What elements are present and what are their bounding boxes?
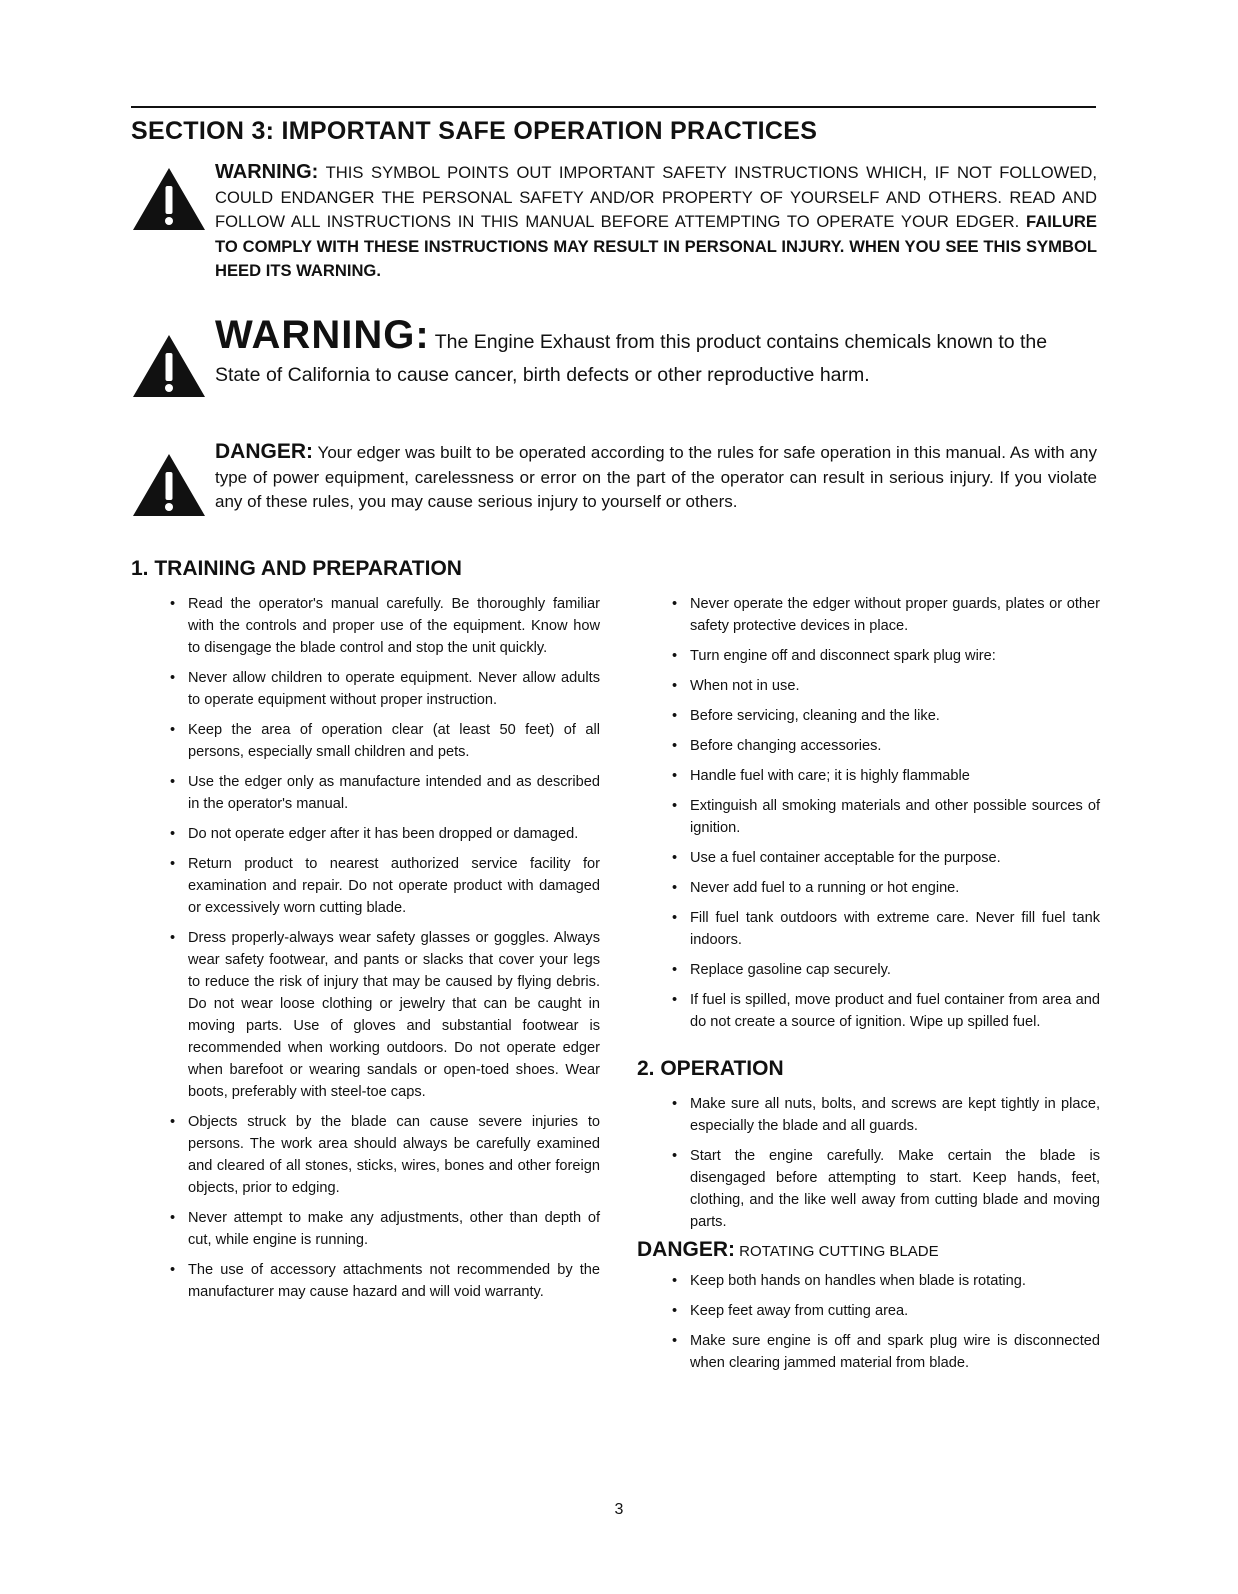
- list-item: • Never allow children to operate equipment. Never allow adults to operate equipment without proper instruction.: [168, 667, 600, 711]
- list-item: • Start the engine carefully. Make certain the blade is disengaged before attempting to start. Keep hands, feet, clothing, and the like well away from cutting blade and moving parts.: [670, 1145, 1100, 1233]
- warning-text: THIS SYMBOL POINTS OUT IMPORTANT SAFETY INSTRUCTIONS WHICH, IF NOT FOLLOWED, COULD ENDANGER THE PERSONAL SAFETY AND/OR PROPERTY OF YOURSELF AND OTHERS. READ AND FOLLOW ALL INSTRUCTIONS IN THIS MANUAL BEFORE ATTEMPTING TO OPERATE YOUR EDGER.: [215, 163, 1097, 231]
- list-item: • Do not operate edger after it has been dropped or damaged.: [168, 823, 600, 845]
- list-item: • Fill fuel tank outdoors with extreme care. Never fill fuel tank indoors.: [670, 907, 1100, 951]
- bullet: •: [170, 826, 176, 842]
- bullet: •: [170, 774, 176, 790]
- list-item: • Replace gasoline cap securely.: [670, 959, 1100, 981]
- list-item: • Use a fuel container acceptable for the purpose.: [670, 847, 1100, 869]
- section-title: SECTION 3: IMPORTANT SAFE OPERATION PRACTICES: [131, 117, 818, 145]
- bullet: •: [170, 930, 176, 946]
- warning-safety-symbol: [215, 160, 1097, 284]
- top-rule: [131, 106, 1096, 108]
- bullet: •: [672, 1273, 678, 1289]
- bullet: •: [672, 708, 678, 724]
- list-item: • Keep feet away from cutting area.: [670, 1300, 1100, 1322]
- list-item: • Never add fuel to a running or hot engine.: [670, 877, 1100, 899]
- warning-text: The Engine Exhaust from this product contains chemicals known to the State of California to cause cancer, birth defects or other reproductive harm.: [215, 331, 1048, 386]
- warning-bold-text: FAILURE TO COMPLY WITH THESE INSTRUCTIONS MAY RESULT IN PERSONAL INJURY. WHEN YOU SEE THIS SYMBOL HEED ITS WARNING.: [215, 212, 1097, 280]
- bullet: •: [672, 1333, 678, 1349]
- bullet: •: [672, 798, 678, 814]
- danger-general: [215, 440, 1097, 515]
- warning-triangle-icon: [131, 452, 207, 518]
- list-item: • When not in use.: [670, 675, 1100, 697]
- warning-triangle-icon: [131, 166, 207, 232]
- warning-california-exhaust: [215, 313, 1097, 392]
- list-item: • Return product to nearest authorized service facility for examination and repair. Do not operate product with damaged or excessively worn cutting blade.: [168, 853, 600, 919]
- bullet: •: [170, 1262, 176, 1278]
- warning-triangle-icon: [131, 333, 207, 399]
- bullet: •: [672, 880, 678, 896]
- bullet: •: [672, 648, 678, 664]
- danger-label: DANGER:: [215, 440, 313, 463]
- list-item: • Extinguish all smoking materials and other possible sources of ignition.: [670, 795, 1100, 839]
- operation-list: [670, 1093, 1100, 1241]
- list-item: • Handle fuel with care; it is highly flammable: [670, 765, 1100, 787]
- list-item: • Read the operator's manual carefully. Be thoroughly familiar with the controls and proper use of the equipment. Know how to disengage the blade control and stop the unit quickly.: [168, 593, 600, 659]
- page-number: 3: [614, 1501, 624, 1518]
- bullet: •: [672, 910, 678, 926]
- list-item: • If fuel is spilled, move product and fuel container from area and do not create a source of ignition. Wipe up spilled fuel.: [670, 989, 1100, 1033]
- list-item: • Make sure all nuts, bolts, and screws are kept tightly in place, especially the blade and all guards.: [670, 1093, 1100, 1137]
- bullet: •: [170, 670, 176, 686]
- list-item: • Before servicing, cleaning and the like.: [670, 705, 1100, 727]
- warning-label: WARNING:: [215, 161, 319, 183]
- bullet: •: [170, 1114, 176, 1130]
- bullet: •: [672, 850, 678, 866]
- training-list-right: [670, 593, 1100, 1041]
- warning-label: WARNING:: [215, 313, 430, 357]
- bullet: •: [672, 678, 678, 694]
- danger-rotating-blade: [637, 1238, 939, 1262]
- operation-heading: 2. OPERATION: [637, 1057, 784, 1080]
- training-list-left: [168, 593, 600, 1311]
- training-heading: 1. TRAINING AND PREPARATION: [131, 557, 462, 580]
- bullet: •: [672, 738, 678, 754]
- danger-text: ROTATING CUTTING BLADE: [739, 1243, 939, 1260]
- bullet: •: [170, 596, 176, 612]
- bullet: •: [170, 856, 176, 872]
- list-item: • Keep the area of operation clear (at least 50 feet) of all persons, especially small children and pets.: [168, 719, 600, 763]
- list-item: • Make sure engine is off and spark plug wire is disconnected when clearing jammed material from blade.: [670, 1330, 1100, 1374]
- list-item: • Never attempt to make any adjustments, other than depth of cut, while engine is running.: [168, 1207, 600, 1251]
- list-item: • Dress properly-always wear safety glasses or goggles. Always wear safety footwear, and pants or slacks that cover your legs to reduce the risk of injury that may be caused by flying debris. Do not wear loose clothing or jewelry that can be caught in moving parts. Use of gloves and substantial footwear is recommended when working outdoors. Do not operate edger when barefoot or wearing sandals or open-toed shoes. Wear boots, preferably with steel-toe caps.: [168, 927, 600, 1103]
- bullet: •: [170, 722, 176, 738]
- danger-text: Your edger was built to be operated according to the rules for safe operation in this manual. As with any type of power equipment, carelessness or error on the part of the operator can result in serious injury. If you violate any of these rules, you may cause serious injury to yourself or others.: [215, 443, 1097, 511]
- danger-label: DANGER:: [637, 1238, 735, 1261]
- bullet: •: [672, 962, 678, 978]
- list-item: • Never operate the edger without proper guards, plates or other safety protective devices in place.: [670, 593, 1100, 637]
- list-item: • Turn engine off and disconnect spark plug wire:: [670, 645, 1100, 667]
- list-item: • Objects struck by the blade can cause severe injuries to persons. The work area should always be carefully examined and cleared of all stones, sticks, wires, bones and other foreign objects, prior to edging.: [168, 1111, 600, 1199]
- bullet: •: [672, 1096, 678, 1112]
- bullet: •: [672, 768, 678, 784]
- list-item: • The use of accessory attachments not recommended by the manufacturer may cause hazard and will void warranty.: [168, 1259, 600, 1303]
- list-item: • Before changing accessories.: [670, 735, 1100, 757]
- list-item: • Keep both hands on handles when blade is rotating.: [670, 1270, 1100, 1292]
- danger-blade-list: [670, 1270, 1100, 1382]
- list-item: • Use the edger only as manufacture intended and as described in the operator's manual.: [168, 771, 600, 815]
- bullet: •: [672, 992, 678, 1008]
- bullet: •: [672, 1303, 678, 1319]
- bullet: •: [672, 596, 678, 612]
- bullet: •: [672, 1148, 678, 1164]
- bullet: •: [170, 1210, 176, 1226]
